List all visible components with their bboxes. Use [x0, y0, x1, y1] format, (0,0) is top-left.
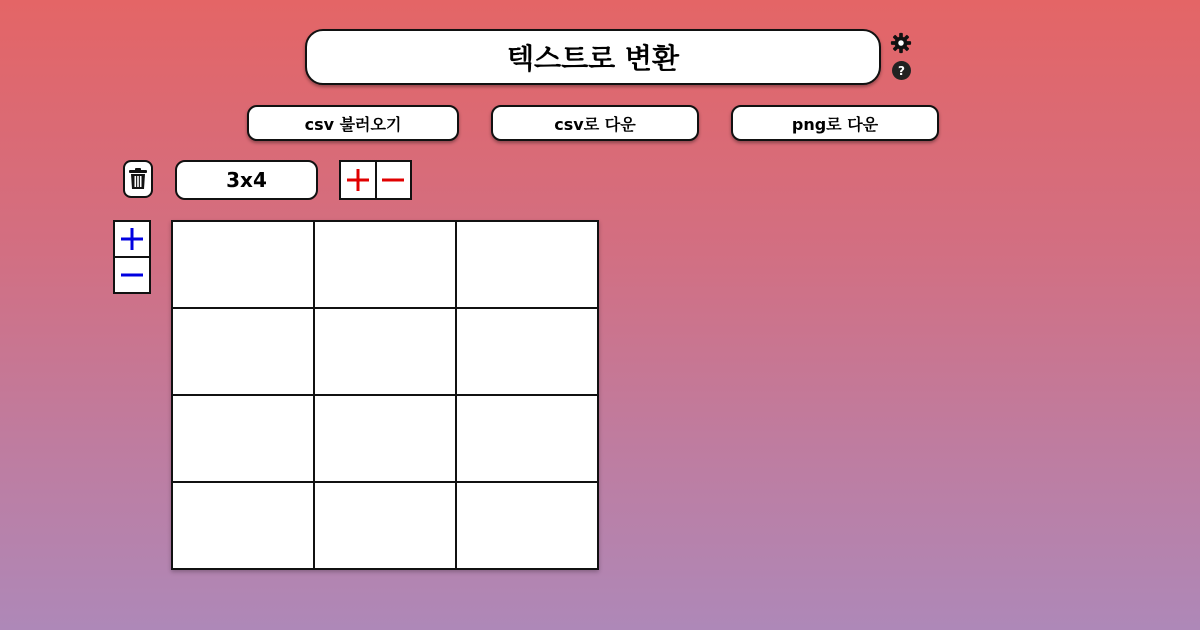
table-cell[interactable]: [172, 482, 314, 569]
table-cell[interactable]: [172, 308, 314, 395]
minus-icon: [382, 169, 404, 191]
table-row: [172, 482, 598, 569]
add-row-button[interactable]: [115, 222, 149, 256]
remove-row-button[interactable]: [115, 256, 149, 292]
table-row: [172, 395, 598, 482]
table-row: [172, 221, 598, 308]
table-cell[interactable]: [172, 395, 314, 482]
plus-icon: [121, 228, 143, 250]
table-cell[interactable]: [456, 482, 598, 569]
add-column-button[interactable]: [341, 162, 375, 198]
table-row: [172, 308, 598, 395]
convert-to-text-button[interactable]: 텍스트로 변환: [305, 29, 881, 85]
trash-icon: [129, 168, 147, 190]
table-cell[interactable]: [456, 395, 598, 482]
table-cell[interactable]: [172, 221, 314, 308]
data-table: [171, 220, 599, 570]
load-csv-button[interactable]: csv 불러오기: [247, 105, 459, 141]
table-cell[interactable]: [314, 395, 456, 482]
table-cell[interactable]: [314, 482, 456, 569]
table-cell[interactable]: [314, 308, 456, 395]
gear-icon[interactable]: [890, 32, 912, 54]
download-csv-button[interactable]: csv로 다운: [491, 105, 699, 141]
table-cell[interactable]: [456, 308, 598, 395]
remove-column-button[interactable]: [375, 162, 411, 198]
table-cell[interactable]: [456, 221, 598, 308]
help-icon[interactable]: ?: [892, 61, 911, 80]
table-cell[interactable]: [314, 221, 456, 308]
minus-icon: [121, 264, 143, 286]
row-controls: [113, 220, 151, 294]
delete-table-button[interactable]: [123, 160, 153, 198]
plus-icon: [347, 169, 369, 191]
download-png-button[interactable]: png로 다운: [731, 105, 939, 141]
table-size-display: 3x4: [175, 160, 318, 200]
column-controls: [339, 160, 412, 200]
